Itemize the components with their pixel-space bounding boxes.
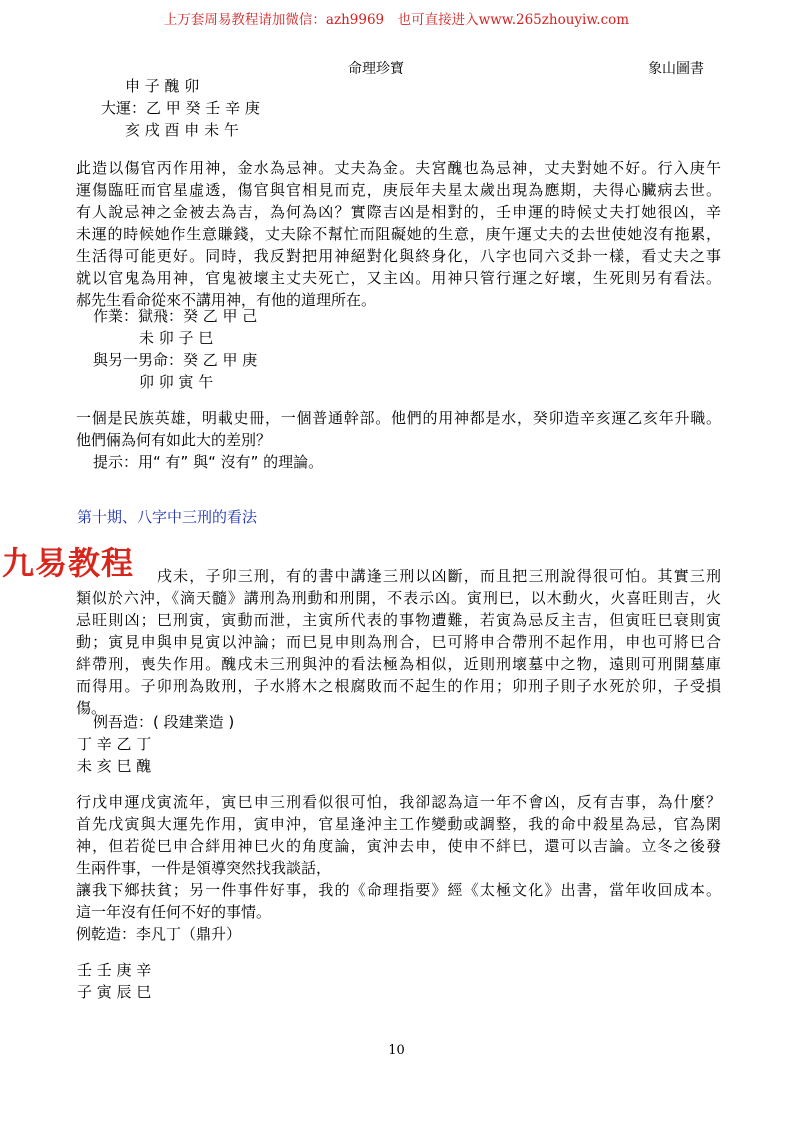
example2-line2: 子 寅 辰 巳	[77, 983, 152, 1001]
example2-line1: 壬 壬 庚 辛	[77, 961, 152, 979]
para1-line: 就以官鬼為用神，官鬼被壞主丈夫死亡，又主凶。用神只管行運之好壞，生死則另有看法。	[76, 269, 721, 287]
header-publisher: 象山圖書	[648, 61, 704, 77]
para4-line: 首先戊寅與大運先作用，寅申沖，官星逢沖主工作變動或調整，我的命中殺星為忌，官為閑	[76, 815, 721, 833]
hint-line: 提示：用“ 有” 與“ 沒有” 的理論。	[93, 453, 324, 471]
para3-line: 類似於六沖，《滴天髓》講刑為刑動和刑開，不表示凶。寅刑巳，以木動火，火喜旺則吉，火	[76, 589, 721, 607]
para1-line: 有人說忌神之金被去為吉，為何為凶？實際吉凶是相對的，壬申運的時候丈夫打她很凶，辛	[76, 203, 721, 221]
example1-line2: 未 亥 巳 醜	[77, 757, 152, 775]
para4-line: 行戊申運戊寅流年，寅巳申三刑看似很可怕，我卻認為這一年不會凶，反有吉事，為什麼？	[76, 793, 721, 811]
para1-line: 未運的時候她作生意賺錢，丈夫除不幫忙而阻礙她的生意，庚午運丈夫的去世使她沒有拖累，	[76, 225, 721, 243]
para3-line: 忌旺則凶；巳刑寅，寅動而泄，主寅所代表的事物遭難，若寅為忌反主吉，但寅旺巳衰則寅	[76, 611, 721, 629]
para4-line: 生兩件事，一件是領導突然找我談話，	[76, 859, 332, 877]
para4-line: 例乾造：李凡丁（鼎升）	[76, 925, 242, 943]
para1-line: 生活得可能更好。同時，我反對把用神絕對化與終身化，八字也同六爻卦一樣，看丈夫之事	[76, 247, 721, 265]
para3-line: 絆帶刑，喪失作用。醜戌未三刑與沖的看法極為相似，近則刑壞墓中之物，遠則可刑開墓庫	[76, 655, 721, 673]
example1-label: 例吾造：( 段建業造 )	[93, 713, 235, 731]
para4-line: 神，但若從巳申合絆用神巳火的角度論，寅沖去申，使申不絆巳，還可以吉論。立冬之後發	[76, 837, 721, 855]
chart2-line1: 作業：獄飛：癸 乙 甲 己	[93, 307, 258, 325]
para4-line: 這一年沒有任何不好的事情。	[76, 903, 272, 921]
chart2-line3: 與另一男命：癸 乙 甲 庚	[93, 351, 258, 369]
para3-line: 戌未，子卯三刑，有的書中講逢三刑以凶斷，而且把三刑說得很可怕。其實三刑	[157, 567, 721, 585]
chart1-line2: 大運：乙 甲 癸 壬 辛 庚	[101, 99, 260, 117]
chart2-line4: 卯 卯 寅 午	[139, 373, 214, 391]
para2-line: 他們倆為何有如此大的差別？	[76, 431, 272, 449]
top-watermark: 上万套周易教程请加微信：azh9969 也可直接进入www.265zhouyiw.com	[163, 12, 630, 28]
para1-line: 此造以傷官丙作用神，金水為忌神。丈夫為金。夫宮醜也為忌神，丈夫對她不好。行入庚午	[76, 159, 721, 177]
para1-line: 運傷臨旺而官星虛透，傷官與官相見而克，庚辰年夫星太歲出現為應期，夫得心臟病去世。	[76, 181, 721, 199]
para4-line: 讓我下鄉扶貧；另一件事件好事，我的《命理指要》經《太極文化》出書，當年收回成本。	[76, 881, 721, 899]
page-number: 10	[388, 1043, 405, 1058]
brand-logo-watermark: 九易教程	[2, 544, 135, 582]
header-title: 命理珍寶	[348, 61, 404, 77]
example1-line1: 丁 辛 乙 丁	[77, 735, 152, 753]
chart2-line2: 未 卯 子 巳	[139, 329, 214, 347]
section-title: 第十期、八字中三刑的看法	[77, 508, 258, 526]
chart1-line1: 申 子 醜 卯	[125, 77, 200, 95]
chart1-line3: 亥 戌 酉 申 未 午	[125, 121, 239, 139]
para3-line: 動；寅見申與申見寅以沖論；而巳見申則為刑合，巳可將申合帶刑不起作用，申也可將巳合	[76, 633, 721, 651]
para3-line: 而得用。子卯刑為敗刑，子水將木之根腐敗而不起生的作用；卯刑子則子水死於卯，子受損	[76, 677, 721, 695]
para2-line: 一個是民族英雄，明載史冊，一個普通幹部。他們的用神都是水，癸卯造辛亥運乙亥年升職。	[76, 409, 721, 427]
para1-line: 郝先生看命從來不講用神，有他的道理所在。	[76, 291, 377, 309]
para3-line: 傷。	[76, 699, 107, 717]
